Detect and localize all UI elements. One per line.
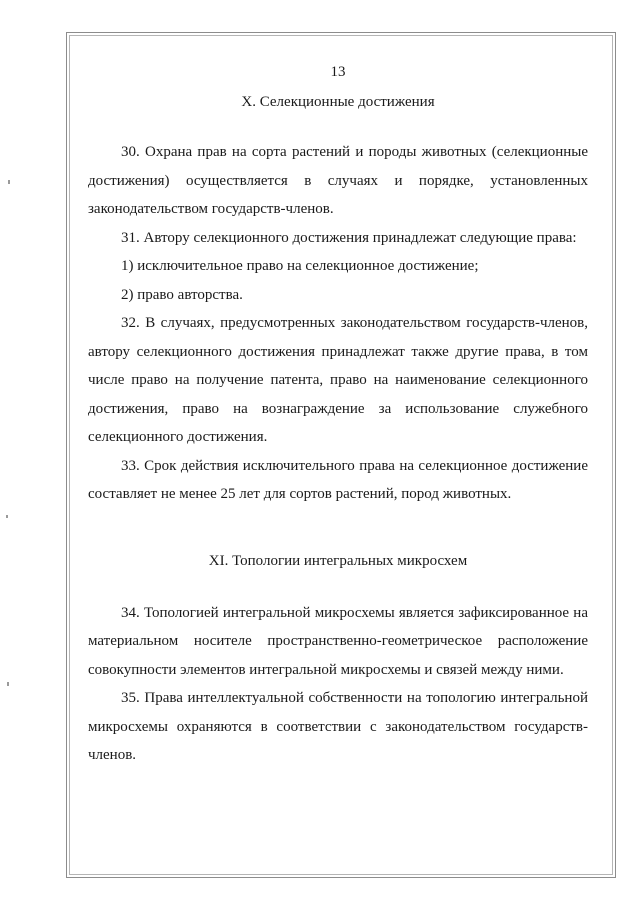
paragraph-32: 32. В случаях, предусмотренных законодательством государств-членов, автору селекционного достижения принадлежат также другие права, в том числе право на получение патента, право на наименование селекционного достижения, право на вознаграждение за использование служебного селекционного достижения. <box>88 315 588 445</box>
paragraph-33: 33. Срок действия исключительного права на селекционное достижение составляет не менее 25 лет для сортов растений, пород животных. <box>88 457 588 502</box>
scan-mark <box>7 682 9 686</box>
section-heading: XI. Топологии интегральных микросхем <box>208 552 468 569</box>
page-number: 13 <box>330 64 346 80</box>
paragraph-30: 30. Охрана прав на сорта растений и породы животных (селекционные достижения) осуществляется в случаях и порядке, установленных законодательством государств-членов. <box>88 144 588 217</box>
section-heading: X. Селекционные достижения <box>241 94 435 110</box>
scan-mark <box>6 515 8 518</box>
list-item-1: 1) исключительное право на селекционное достижение; <box>121 258 479 274</box>
paragraph-35: 35. Права интеллектуальной собственности на топологию интегральной микросхемы охраняются в соответствии с законодательством государств-членов. <box>88 690 588 763</box>
paragraph-31: 31. Автору селекционного достижения принадлежат следующие права: <box>121 229 577 246</box>
document-body <box>88 62 588 770</box>
scan-mark <box>8 180 10 184</box>
paragraph-34: 34. Топологией интегральной микросхемы является зафиксированное на материальном носителе пространственно-геометрическое расположение совокупности элементов интегральной микросхемы и связей между ними. <box>88 604 588 678</box>
list-item-2: 2) право авторства. <box>121 286 243 303</box>
